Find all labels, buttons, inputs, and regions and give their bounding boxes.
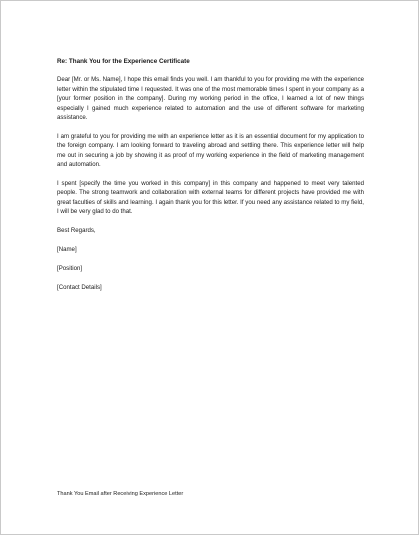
- letter-paragraph-1: Dear [Mr. or Ms. Name], I hope this email finds you well. I am thankful to you for providing me with the experience letter within the stipulated time I requested. It was one of the most memorable times I spent in your company as a [your former position in the company]. During my working period in the office, I learned a lot of new things especially I gained much experience related to automation and the use of different software for marketing assistance.: [57, 76, 364, 122]
- letter-subject: Re: Thank You for the Experience Certificate: [57, 58, 190, 65]
- letter-paragraph-3: I spent [specify the time you worked in this company] in this company and happened to meet very talented people. The strong teamwork and collaboration with external teams for different projects have provided me with great faculties of skills and learning. I again thank you for this letter. If you need any assistance related to my field, I will be very glad to do that.: [57, 179, 364, 216]
- signature-name: [Name]: [57, 245, 77, 253]
- signature-position: [Position]: [57, 264, 83, 272]
- letter-body: [57, 57, 364, 302]
- letter-paragraph-2: I am grateful to you for providing me with an experience letter as it is an essential document for my application to the foreign company. I am looking forward to traveling abroad and settling there. This experience letter will help me out in securing a job by showing it as proof of my working experience in the field of marketing management and automation.: [57, 132, 364, 169]
- page-footer: Thank You Email after Receiving Experience Letter: [57, 491, 184, 497]
- letter-closing: Best Regards,: [57, 226, 96, 234]
- signature-contact: [Contact Details]: [57, 283, 102, 291]
